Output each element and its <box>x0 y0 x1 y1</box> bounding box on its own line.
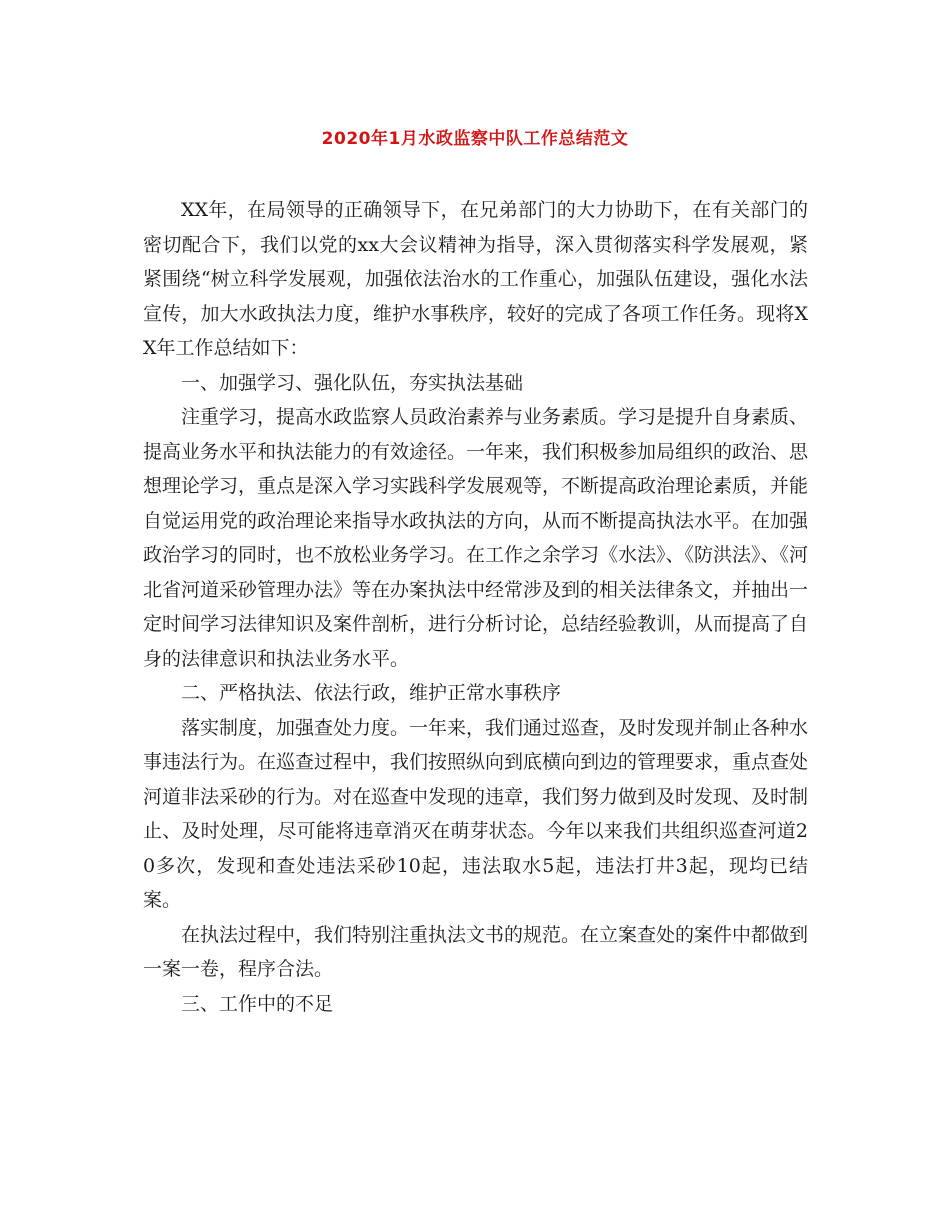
intro-paragraph: XX年，在局领导的正确领导下，在兄弟部门的大力协助下，在有关部门的密切配合下，我们以党的xx大会议精神为指导，深入贯彻落实科学发展观，紧紧围绕“树立科学发展观，加强依法治水的工作重心，加强队伍建设，强化水法宣传，加大水政执法力度，维护水事秩序，较好的完成了各项工作任务。现将XX年工作总结如下： <box>143 199 808 359</box>
document-body <box>143 193 808 1021</box>
section-heading-2: 二、严格执法、依法行政，维护正常水事秩序 <box>181 682 562 704</box>
document-title: 2020年1月水政监察中队工作总结范文 <box>321 129 629 149</box>
section-heading-1: 一、加强学习、强化队伍，夯实执法基础 <box>181 371 524 394</box>
section-1-paragraph: 注重学习，提高水政监察人员政治素养与业务素质。学习是提升自身素质、提高业务水平和执法能力的有效途径。一年来，我们积极参加局组织的政治、思想理论学习，重点是深入学习实践科学发展观等，不断提高政治理论素质，并能自觉运用党的政治理论来指导水政执法的方向，从而不断提高执法水平。在加强政治学习的同时，也不放松业务学习。在工作之余学习《水法》、《防洪法》、《河北省河道采砂管理办法》等在办案执法中经常涉及到的相关法律条文，并抽出一定时间学习法律知识及案件剖析，进行分析讨论，总结经验教训，从而提高了自身的法律意识和执法业务水平。 <box>143 406 809 670</box>
section-2-paragraph-2: 在执法过程中，我们特别注重执法文书的规范。在立案查处的案件中都做到一案一卷，程序合法。 <box>143 923 809 980</box>
section-2-paragraph-1: 落实制度，加强查处力度。一年来，我们通过巡查，及时发现并制止各种水事违法行为。在巡查过程中，我们按照纵向到底横向到边的管理要求，重点查处河道非法采砂的行为。对在巡查中发现的违章，我们努力做到及时发现、及时制止、及时处理，尽可能将违章消灭在萌芽状态。今年以来我们共组织巡查河道20多次，发现和查处违法采砂10起，违法取水5起，违法打井3起，现均已结案。 <box>143 716 809 911</box>
section-heading-3: 三、工作中的不足 <box>181 992 334 1015</box>
